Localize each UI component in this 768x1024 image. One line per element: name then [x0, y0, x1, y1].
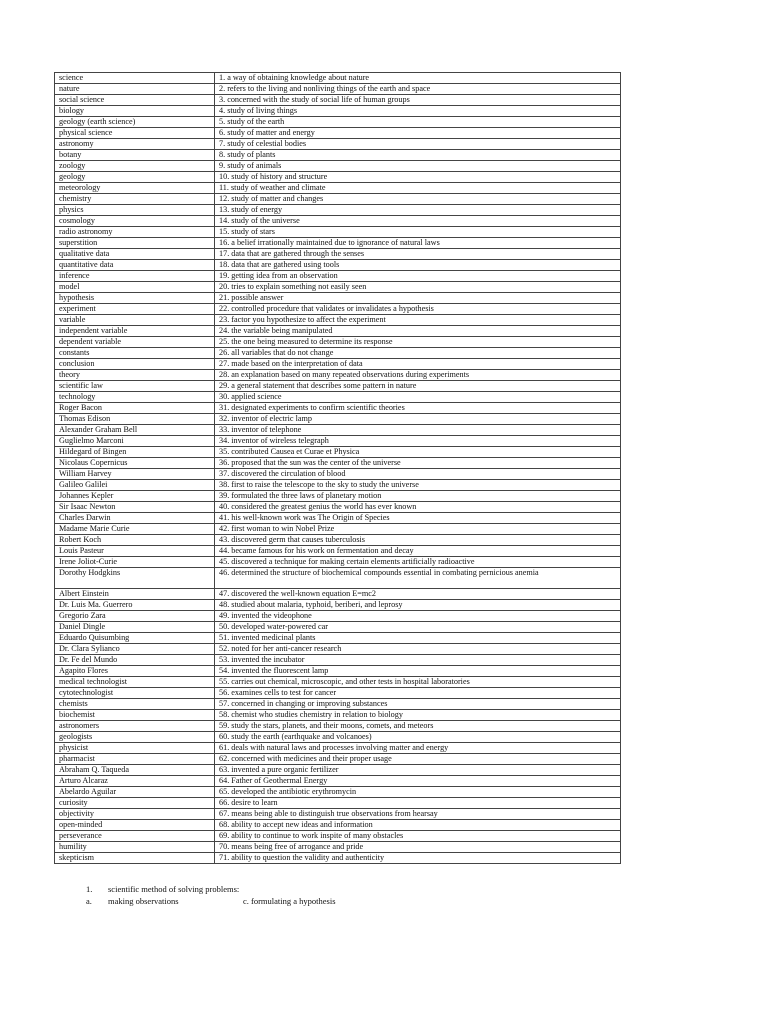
terms-table-body	[55, 73, 621, 864]
definition-cell: 13. study of energy	[215, 205, 621, 216]
definition-cell: 40. considered the greatest genius the world has ever known	[215, 502, 621, 513]
term-cell: Dorothy Hodgkins	[55, 568, 215, 589]
term-cell: medical technologist	[55, 677, 215, 688]
term-cell: Louis Pasteur	[55, 546, 215, 557]
term-cell: Madame Marie Curie	[55, 524, 215, 535]
table-row	[55, 469, 621, 480]
definition-cell: 36. proposed that the sun was the center of the universe	[215, 458, 621, 469]
definition-cell: 34. inventor of wireless telegraph	[215, 436, 621, 447]
term-cell: model	[55, 282, 215, 293]
table-row	[55, 524, 621, 535]
term-cell: curiosity	[55, 798, 215, 809]
term-cell: biology	[55, 106, 215, 117]
footer-item-1-number: 1.	[86, 884, 93, 894]
term-cell: physicist	[55, 743, 215, 754]
definition-cell: 37. discovered the circulation of blood	[215, 469, 621, 480]
table-row	[55, 732, 621, 743]
footer-item-1-text: scientific method of solving problems:	[108, 884, 240, 894]
term-cell: quantitative data	[55, 260, 215, 271]
table-row	[55, 447, 621, 458]
definition-cell: 59. study the stars, planets, and their moons, comets, and meteors	[215, 721, 621, 732]
definition-cell: 50. developed water-powered car	[215, 622, 621, 633]
term-cell: Galileo Galilei	[55, 480, 215, 491]
definition-cell: 18. data that are gathered using tools	[215, 260, 621, 271]
table-row	[55, 95, 621, 106]
table-row	[55, 117, 621, 128]
definition-cell: 46. determined the structure of biochemical compounds essential in combating pernicious anemia	[215, 568, 621, 589]
definition-cell: 41. his well-known work was The Origin of Species	[215, 513, 621, 524]
table-row	[55, 271, 621, 282]
table-row	[55, 688, 621, 699]
table-row	[55, 798, 621, 809]
table-row	[55, 776, 621, 787]
table-row	[55, 436, 621, 447]
definition-cell: 32. inventor of electric lamp	[215, 414, 621, 425]
table-row	[55, 381, 621, 392]
table-row	[55, 853, 621, 864]
term-cell: Albert Einstein	[55, 589, 215, 600]
table-row	[55, 754, 621, 765]
definition-cell: 38. first to raise the telescope to the sky to study the universe	[215, 480, 621, 491]
term-cell: geology	[55, 172, 215, 183]
table-row	[55, 216, 621, 227]
definition-cell: 19. getting idea from an observation	[215, 271, 621, 282]
term-cell: qualitative data	[55, 249, 215, 260]
definition-cell: 10. study of history and structure	[215, 172, 621, 183]
definition-cell: 55. carries out chemical, microscopic, and other tests in hospital laboratories	[215, 677, 621, 688]
table-row	[55, 820, 621, 831]
term-cell: Guglielmo Marconi	[55, 436, 215, 447]
definition-cell: 17. data that are gathered through the senses	[215, 249, 621, 260]
term-cell: Alexander Graham Bell	[55, 425, 215, 436]
definition-cell: 22. controlled procedure that validates or invalidates a hypothesis	[215, 304, 621, 315]
table-row	[55, 710, 621, 721]
table-row	[55, 106, 621, 117]
definition-cell: 5. study of the earth	[215, 117, 621, 128]
term-cell: constants	[55, 348, 215, 359]
table-row	[55, 677, 621, 688]
definition-cell: 48. studied about malaria, typhoid, beriberi, and leprosy	[215, 600, 621, 611]
table-row	[55, 150, 621, 161]
term-cell: Roger Bacon	[55, 403, 215, 414]
definition-cell: 58. chemist who studies chemistry in relation to biology	[215, 710, 621, 721]
definition-cell: 65. developed the antibiotic erythromycin	[215, 787, 621, 798]
term-cell: Eduardo Quisumbing	[55, 633, 215, 644]
table-row	[55, 831, 621, 842]
definition-cell: 44. became famous for his work on fermentation and decay	[215, 546, 621, 557]
definition-cell: 31. designated experiments to confirm scientific theories	[215, 403, 621, 414]
table-row	[55, 546, 621, 557]
term-cell: superstition	[55, 238, 215, 249]
term-cell: botany	[55, 150, 215, 161]
table-row	[55, 699, 621, 710]
definition-cell: 8. study of plants	[215, 150, 621, 161]
term-cell: cosmology	[55, 216, 215, 227]
term-cell: Abraham Q. Taqueda	[55, 765, 215, 776]
definition-cell: 26. all variables that do not change	[215, 348, 621, 359]
definition-cell: 9. study of animals	[215, 161, 621, 172]
table-row	[55, 568, 621, 589]
term-cell: Hildegard of Bingen	[55, 447, 215, 458]
table-row	[55, 183, 621, 194]
definition-cell: 70. means being free of arrogance and pride	[215, 842, 621, 853]
term-cell: theory	[55, 370, 215, 381]
term-cell: independent variable	[55, 326, 215, 337]
definition-cell: 49. invented the videophone	[215, 611, 621, 622]
table-row	[55, 227, 621, 238]
table-row	[55, 238, 621, 249]
term-cell: physical science	[55, 128, 215, 139]
definition-cell: 16. a belief irrationally maintained due to ignorance of natural laws	[215, 238, 621, 249]
table-row	[55, 84, 621, 95]
table-row	[55, 458, 621, 469]
table-row	[55, 315, 621, 326]
definition-cell: 6. study of matter and energy	[215, 128, 621, 139]
definition-cell: 30. applied science	[215, 392, 621, 403]
definition-cell: 14. study of the universe	[215, 216, 621, 227]
table-row	[55, 721, 621, 732]
table-row	[55, 205, 621, 216]
table-row	[55, 633, 621, 644]
term-cell: conclusion	[55, 359, 215, 370]
term-cell: Arturo Alcaraz	[55, 776, 215, 787]
definition-cell: 25. the one being measured to determine its response	[215, 337, 621, 348]
term-cell: open-minded	[55, 820, 215, 831]
table-row	[55, 611, 621, 622]
term-cell: astronomy	[55, 139, 215, 150]
table-row	[55, 644, 621, 655]
term-cell: Robert Koch	[55, 535, 215, 546]
table-row	[55, 655, 621, 666]
term-cell: Agapito Flores	[55, 666, 215, 677]
table-row	[55, 513, 621, 524]
term-cell: Abelardo Aguilar	[55, 787, 215, 798]
table-row	[55, 589, 621, 600]
table-row	[55, 743, 621, 754]
definition-cell: 51. invented medicinal plants	[215, 633, 621, 644]
definition-cell: 23. factor you hypothesize to affect the experiment	[215, 315, 621, 326]
definition-cell: 61. deals with natural laws and processes involving matter and energy	[215, 743, 621, 754]
table-row	[55, 249, 621, 260]
term-cell: Dr. Clara Sylianco	[55, 644, 215, 655]
definition-cell: 2. refers to the living and nonliving things of the earth and space	[215, 84, 621, 95]
definition-cell: 35. contributed Causea et Curae et Physica	[215, 447, 621, 458]
term-cell: perseverance	[55, 831, 215, 842]
table-row	[55, 809, 621, 820]
term-cell: experiment	[55, 304, 215, 315]
table-row	[55, 425, 621, 436]
table-row	[55, 787, 621, 798]
definition-cell: 57. concerned in changing or improving substances	[215, 699, 621, 710]
definition-cell: 4. study of living things	[215, 106, 621, 117]
table-row	[55, 128, 621, 139]
definition-cell: 67. means being able to distinguish true observations from hearsay	[215, 809, 621, 820]
term-cell: inference	[55, 271, 215, 282]
table-row	[55, 600, 621, 611]
table-row	[55, 480, 621, 491]
table-row	[55, 765, 621, 776]
term-cell: biochemist	[55, 710, 215, 721]
table-row	[55, 293, 621, 304]
table-row	[55, 172, 621, 183]
footer-item-c-text: c. formulating a hypothesis	[243, 895, 336, 906]
definition-cell: 1. a way of obtaining knowledge about nature	[215, 73, 621, 84]
definition-cell: 43. discovered germ that causes tuberculosis	[215, 535, 621, 546]
definition-cell: 39. formulated the three laws of planetary motion	[215, 491, 621, 502]
term-cell: astronomers	[55, 721, 215, 732]
definition-cell: 64. Father of Geothermal Energy	[215, 776, 621, 787]
table-row	[55, 502, 621, 513]
definition-cell: 63. invented a pure organic fertilizer	[215, 765, 621, 776]
table-row	[55, 282, 621, 293]
table-row	[55, 194, 621, 205]
footer-item-a-letter: a.	[86, 895, 92, 906]
term-cell: Nicolaus Copernicus	[55, 458, 215, 469]
table-row	[55, 392, 621, 403]
term-cell: Daniel Dingle	[55, 622, 215, 633]
table-row	[55, 666, 621, 677]
definition-cell: 7. study of celestial bodies	[215, 139, 621, 150]
terms-table	[54, 72, 621, 864]
definition-cell: 29. a general statement that describes some pattern in nature	[215, 381, 621, 392]
term-cell: skepticism	[55, 853, 215, 864]
term-cell: geology (earth science)	[55, 117, 215, 128]
definition-cell: 20. tries to explain something not easily seen	[215, 282, 621, 293]
definition-cell: 12. study of matter and changes	[215, 194, 621, 205]
definition-cell: 15. study of stars	[215, 227, 621, 238]
table-row	[55, 73, 621, 84]
table-row	[55, 161, 621, 172]
term-cell: objectivity	[55, 809, 215, 820]
term-cell: nature	[55, 84, 215, 95]
term-cell: chemistry	[55, 194, 215, 205]
table-row	[55, 304, 621, 315]
table-row	[55, 491, 621, 502]
definition-cell: 54. invented the fluorescent lamp	[215, 666, 621, 677]
term-cell: technology	[55, 392, 215, 403]
definition-cell: 66. desire to learn	[215, 798, 621, 809]
term-cell: Thomas Edison	[55, 414, 215, 425]
table-row	[55, 370, 621, 381]
term-cell: social science	[55, 95, 215, 106]
term-cell: hypothesis	[55, 293, 215, 304]
definition-cell: 52. noted for her anti-cancer research	[215, 644, 621, 655]
term-cell: Irene Joliot-Curie	[55, 557, 215, 568]
definition-cell: 28. an explanation based on many repeated observations during experiments	[215, 370, 621, 381]
table-row	[55, 557, 621, 568]
definition-cell: 21. possible answer	[215, 293, 621, 304]
term-cell: physics	[55, 205, 215, 216]
footer-item-a-text: making observations	[108, 895, 179, 906]
definition-cell: 42. first woman to win Nobel Prize	[215, 524, 621, 535]
definition-cell: 53. invented the incubator	[215, 655, 621, 666]
definition-cell: 45. discovered a technique for making certain elements artificially radioactive	[215, 557, 621, 568]
table-row	[55, 535, 621, 546]
term-cell: Dr. Luis Ma. Guerrero	[55, 600, 215, 611]
term-cell: Johannes Kepler	[55, 491, 215, 502]
table-row	[55, 359, 621, 370]
table-row	[55, 326, 621, 337]
term-cell: William Harvey	[55, 469, 215, 480]
term-cell: Dr. Fe del Mundo	[55, 655, 215, 666]
table-row	[55, 260, 621, 271]
definition-cell: 27. made based on the interpretation of data	[215, 359, 621, 370]
term-cell: geologists	[55, 732, 215, 743]
term-cell: scientific law	[55, 381, 215, 392]
definition-cell: 71. ability to question the validity and authenticity	[215, 853, 621, 864]
term-cell: meteorology	[55, 183, 215, 194]
definition-cell: 62. concerned with medicines and their proper usage	[215, 754, 621, 765]
term-cell: science	[55, 73, 215, 84]
definition-cell: 24. the variable being manipulated	[215, 326, 621, 337]
term-cell: Sir Isaac Newton	[55, 502, 215, 513]
table-row	[55, 403, 621, 414]
definition-cell: 60. study the earth (earthquake and volcanoes)	[215, 732, 621, 743]
term-cell: zoology	[55, 161, 215, 172]
definition-cell: 68. ability to accept new ideas and information	[215, 820, 621, 831]
term-cell: dependent variable	[55, 337, 215, 348]
table-row	[55, 414, 621, 425]
term-cell: Gregorio Zara	[55, 611, 215, 622]
table-row	[55, 842, 621, 853]
definition-cell: 33. inventor of telephone	[215, 425, 621, 436]
term-cell: chemists	[55, 699, 215, 710]
table-row	[55, 337, 621, 348]
term-cell: humility	[55, 842, 215, 853]
term-cell: cytotechnologist	[55, 688, 215, 699]
definition-cell: 3. concerned with the study of social life of human groups	[215, 95, 621, 106]
table-row	[55, 139, 621, 150]
term-cell: Charles Darwin	[55, 513, 215, 524]
definition-cell: 56. examines cells to test for cancer	[215, 688, 621, 699]
table-row	[55, 622, 621, 633]
term-cell: variable	[55, 315, 215, 326]
term-cell: radio astronomy	[55, 227, 215, 238]
term-cell: pharmacist	[55, 754, 215, 765]
table-row	[55, 348, 621, 359]
definition-cell: 47. discovered the well-known equation E=mc2	[215, 589, 621, 600]
definition-cell: 69. ability to continue to work inspite of many obstacles	[215, 831, 621, 842]
definition-cell: 11. study of weather and climate	[215, 183, 621, 194]
